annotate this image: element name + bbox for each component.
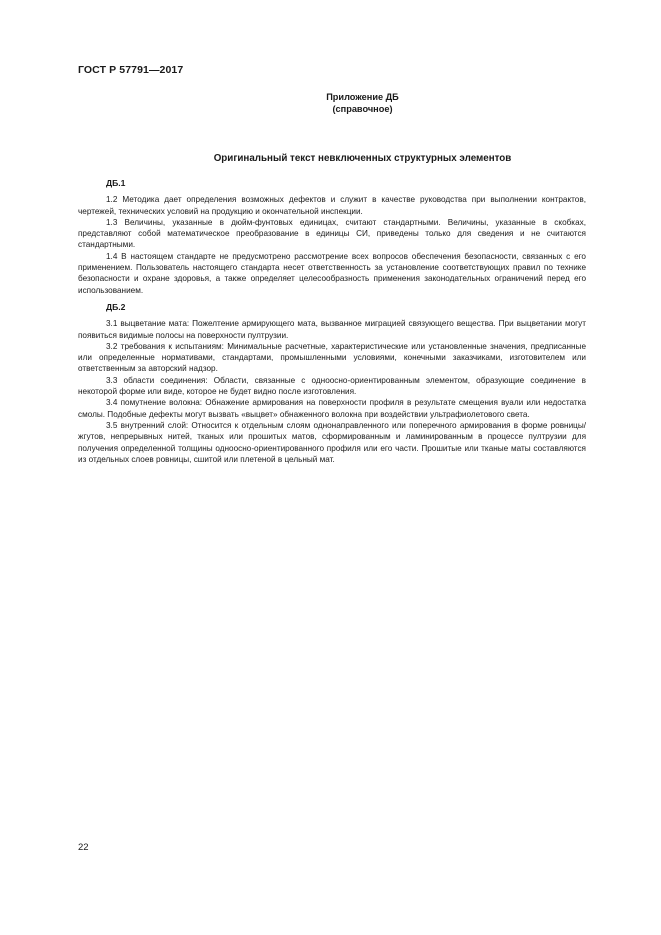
document-code: ГОСТ Р 57791—2017 — [78, 64, 184, 76]
subsection-title-db2: ДБ.2 — [106, 301, 126, 312]
paragraph-3-5: 3.5 внутренний слой: Относится к отдельным слоям однонаправленного или поперечного армирования в форме ровницы/жгутов, непрерывных нитей, тканых или прошитых матов, сформированным и ламинированным в процессе пултрузии для получения определенной толщины одноосно-ориентированного профиля или его части. Прошитые или тканые маты составляются из отдельных слоев ровницы, сшитой или плетеной в цельный мат. — [78, 420, 586, 464]
paragraph-1-3: 1.3 Величины, указанные в дюйм-фунтовых единицах, считают стандартными. Величины, указанные в скобках, представляют собой математическое преобразование в единицы СИ, приведены только для сведения и не считаются стандартными. — [78, 217, 586, 250]
subsection-title-db1: ДБ.1 — [106, 178, 126, 188]
paragraph-3-2: 3.2 требования к испытаниям: Минимальные расчетные, характеристические или установленные значения, предписанные или определенные нормативами, стандартами, промышленными условиями, конечными заказчиками, изготовителем или ответственным за авторский надзор. — [78, 341, 586, 374]
paragraph-3-3: 3.3 области соединения: Области, связанные с одноосно-ориентированным элементом, образующие соединение в некоторой форме или виде, которое не будет видно после изготовления. — [78, 375, 586, 397]
page-number: 22 — [78, 842, 89, 853]
appendix-type: (справочное) — [332, 104, 393, 114]
paragraph-1-4: 1.4 В настоящем стандарте не предусмотрено рассмотрение всех вопросов обеспечения безопасности, связанных с его применением. Пользователь настоящего стандарта несет ответственность за установление соответствующих правил по технике безопасности и охране здоровья, а также определяет целесообразность применения законодательных ограничений перед его использованием. — [78, 251, 586, 295]
section-title: Оригинальный текст невключенных структурных элементов — [213, 153, 512, 164]
paragraph-3-1: 3.1 выцветание мата: Пожелтение армирующего мата, вызванное миграцией связующего вещества. При выцветании могут появиться видимые полосы на поверхности пултрузии. — [78, 319, 586, 340]
document-body — [78, 178, 586, 465]
paragraph-1-2: 1.2 Методика дает определения возможных дефектов и служит в качестве руководства при выполнении контрактов, чертежей, технических условий на продукцию и окончательной инспекции. — [78, 195, 586, 216]
paragraph-3-4: 3.4 помутнение волокна: Обнажение армирования на поверхности профиля в результате смещения вуали или недостатка смолы. Подобные дефекты могут вызвать «выцвет» обнаженного волокна при воздействии ультрафиолетового света. — [78, 398, 586, 419]
appendix-title: Приложение ДБ — [326, 92, 399, 102]
